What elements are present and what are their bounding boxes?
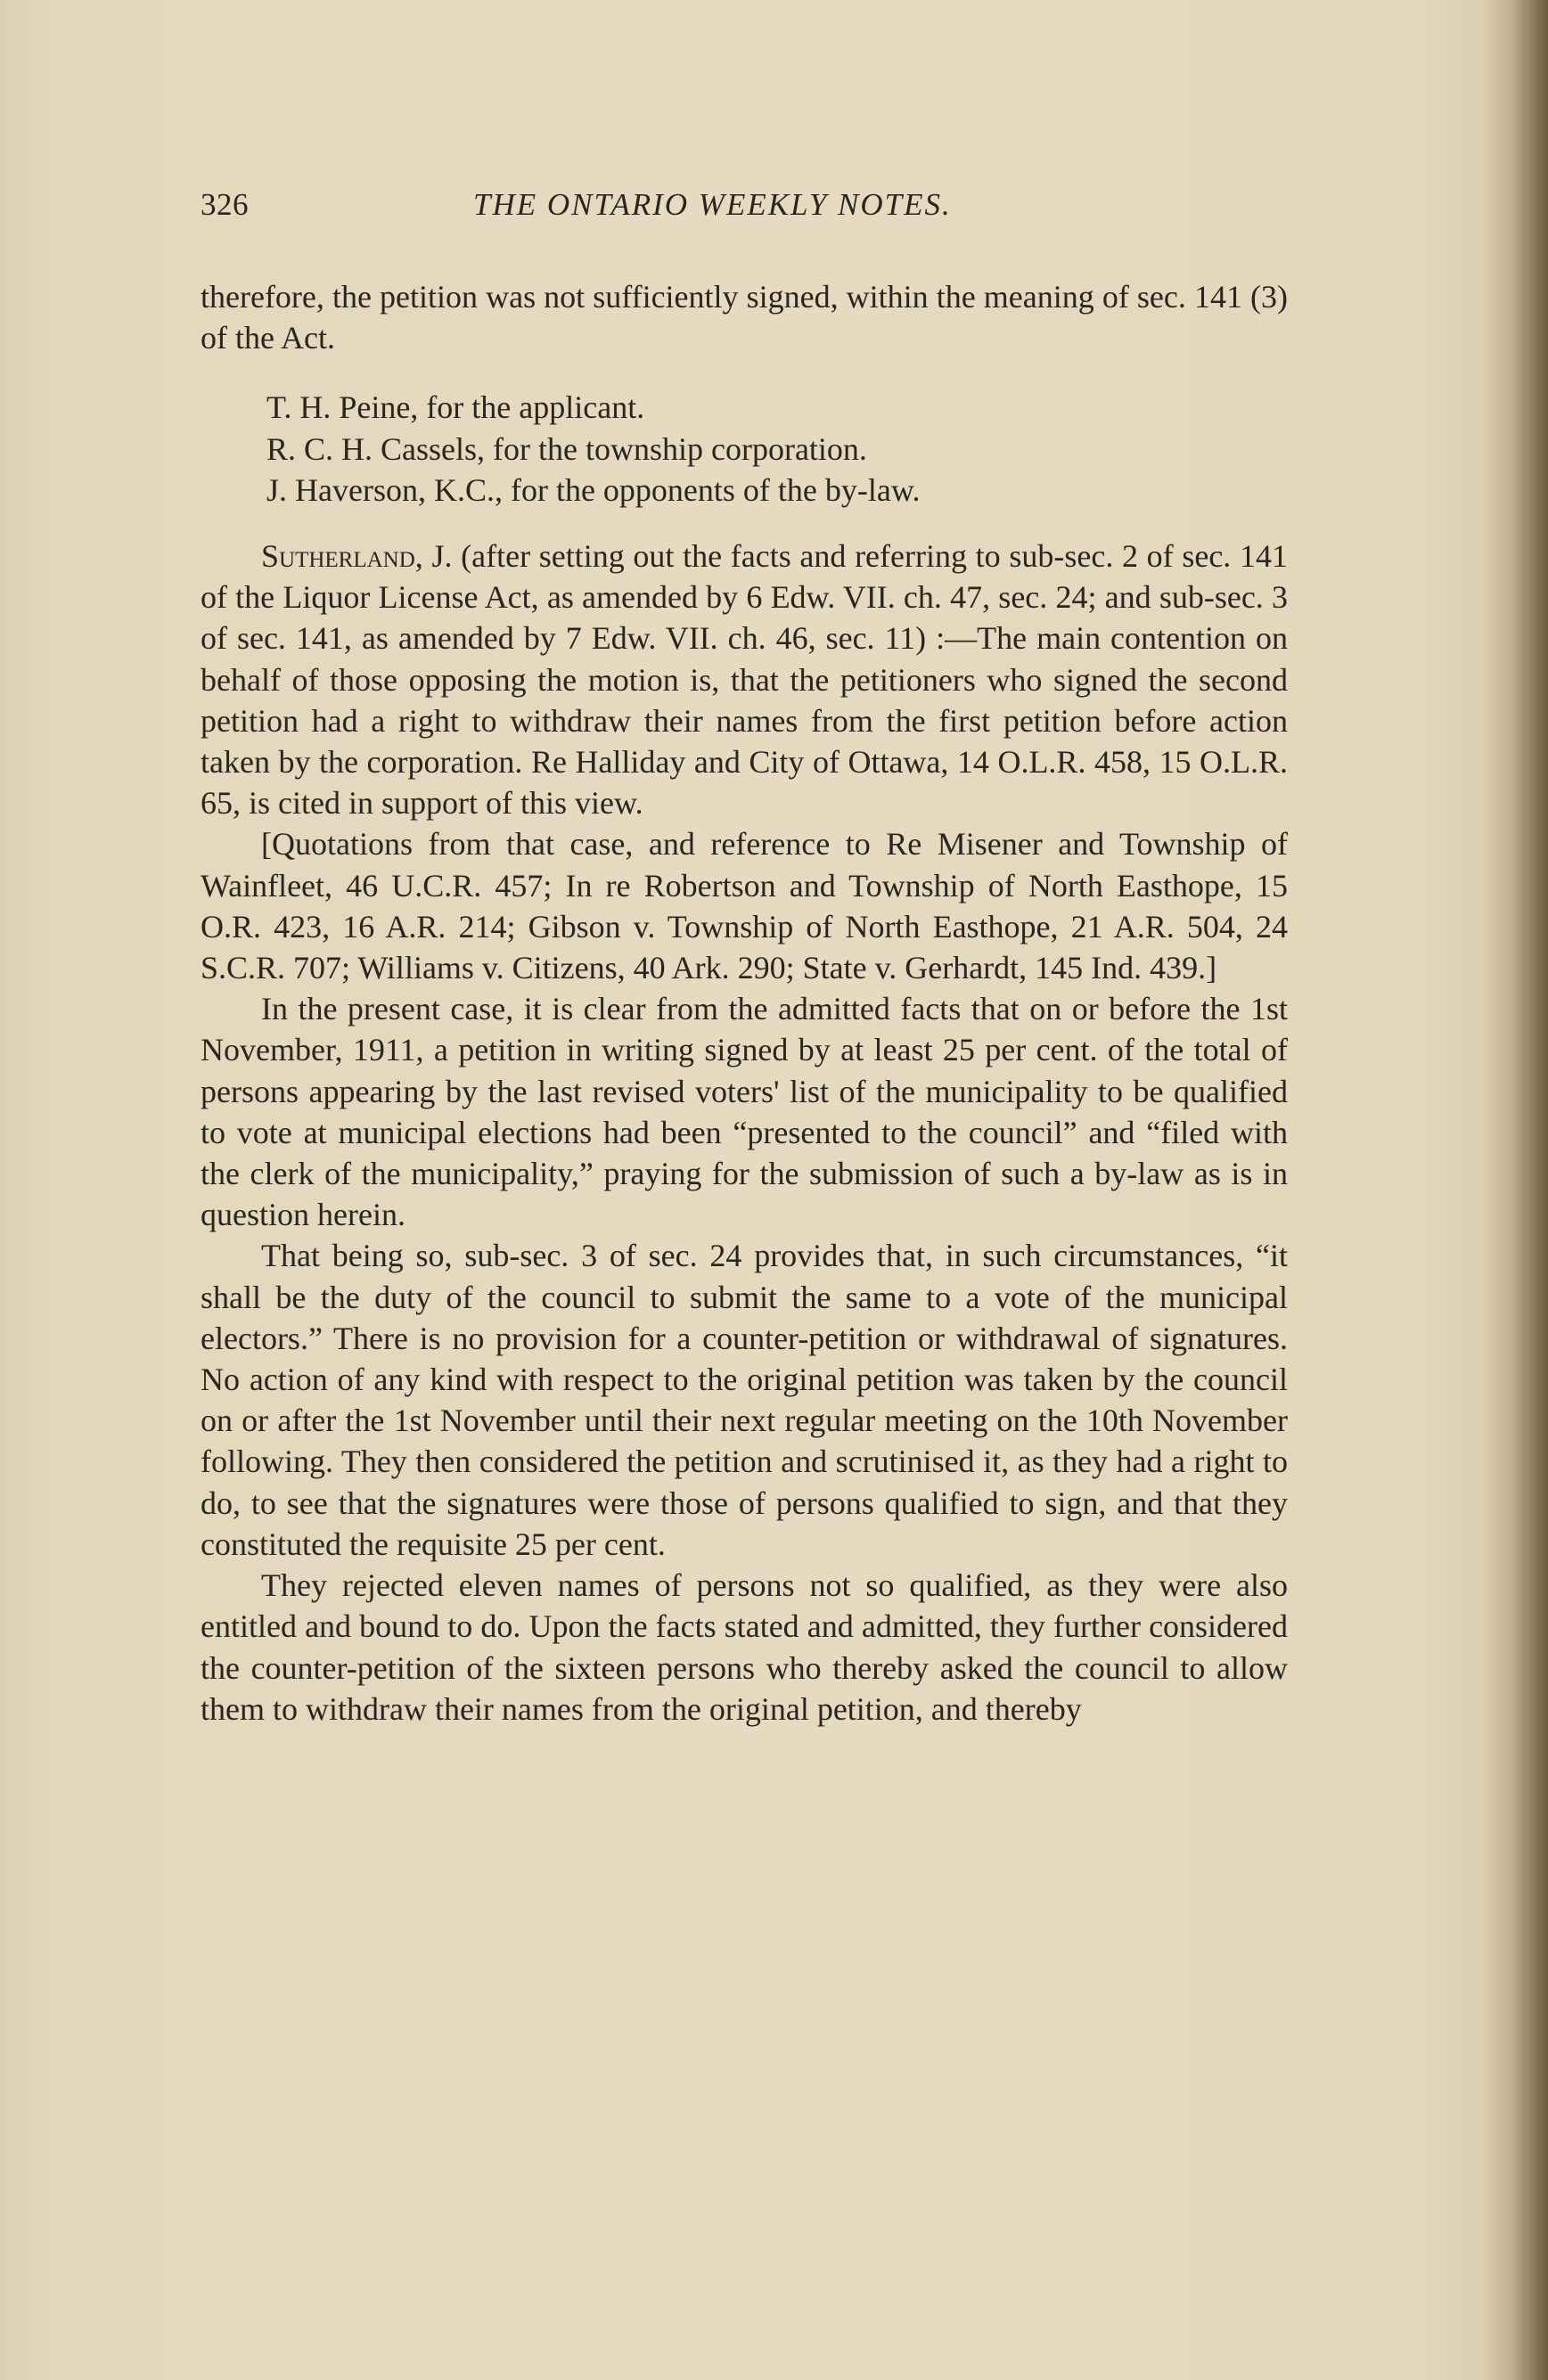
judgment-paragraph: [201, 536, 1288, 823]
opening-paragraph: therefore, the petition was not sufficiently signed, within the meaning of sec. 141 (3) of the Act.: [201, 279, 1288, 356]
that-being-paragraph: That being so, sub-sec. 3 of sec. 24 provides that, in such circumstances, “it shall be the duty of the council to submit the same to a vote of the municipal electors.” There is no provision for a counter-petition or withdrawal of signatures. No action of any kind with respect to the original petition was taken by the council on or after the 1st November until their next regular meeting on the 10th November following. They then considered the petition and scrutinised it, as they had a right to do, to see that the signatures were those of persons qualified to sign, and that they constituted the requisite 25 per cent.: [201, 1238, 1288, 1562]
counsel-line: J. Haverson, K.C., for the opponents of the by-law.: [266, 471, 921, 508]
counsel-line: R. C. H. Cassels, for the township corporation.: [266, 430, 867, 467]
judgment-text: , J. (after setting out the facts and referring to sub-sec. 2 of sec. 141 of the Liquor License Act, as amended by 6 Edw. VII. ch. 47, sec. 24; and sub-sec. 3 of sec. 141, as amended by 7 Edw. VII. ch. 46, sec. 11) :—The main contention on behalf of those opposing the motion is, that the petitioners who signed the second petition had a right to withdraw their names from the first petition before action taken by the corporation. Re Halliday and City of Ottawa, 14 O.L.R. 458, 15 O.L.R. 65, is cited in support of this view.: [201, 538, 1288, 822]
quotations-paragraph: [Quotations from that case, and reference to Re Misener and Township of Wainfleet, 46 U.C.R. 457; In re Robertson and Township of North Easthope, 15 O.R. 423, 16 A.R. 214; Gibson v. Township of North Easthope, 21 A.R. 504, 24 S.C.R. 707; Williams v. Citizens, 40 Ark. 290; State v. Gerhardt, 145 Ind. 439.]: [201, 826, 1288, 986]
present-case-paragraph: In the present case, it is clear from the admitted facts that on or before the 1st November, 1911, a petition in writing signed by at least 25 per cent. of the total of persons appearing by the last revised voters' list of the municipality to be qualified to vote at municipal elections had been “presented to the council” and “filed with the clerk of the municipality,” praying for the submission of such a by-law as is in question herein.: [201, 991, 1288, 1233]
text-column: [201, 187, 1288, 1730]
page-number: 326: [201, 187, 249, 222]
counsel-list: [201, 387, 1288, 511]
running-head: [201, 187, 1288, 241]
counsel-line: T. H. Peine, for the applicant.: [266, 389, 645, 426]
judge-name: Sutherland: [261, 538, 415, 575]
running-title: THE ONTARIO WEEKLY NOTES.: [473, 187, 952, 222]
body-text: [201, 276, 1288, 1730]
book-gutter: [1486, 0, 1548, 2380]
they-rejected-paragraph: They rejected eleven names of persons not so qualified, as they were also entitled and bound to do. Upon the facts stated and admitted, they further considered the counter-petition of the sixteen persons who thereby asked the council to allow them to withdraw their names from the original petition, and thereby: [201, 1567, 1288, 1727]
